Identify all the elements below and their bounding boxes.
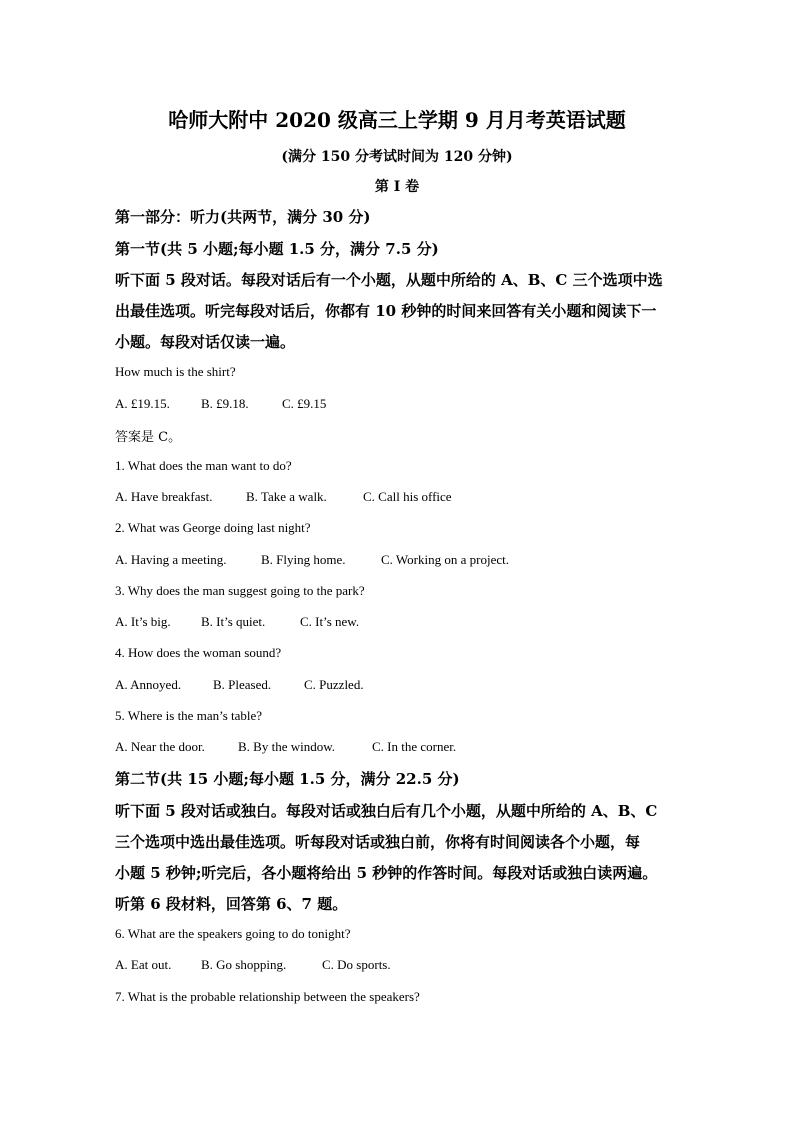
option-b: B. Go shopping. [201,957,287,972]
option-b: B. Flying home. [261,552,346,567]
question-2: 2. What was George doing last night? [115,520,311,535]
option-a: A. Annoyed. [115,677,182,692]
section2-heading: 第二节(共 15 小题;每小题 1.5 分，满分 22.5 分) [115,770,460,788]
question-1: 1. What does the man want to do? [115,458,292,473]
volume-label: 第 I 卷 [374,179,420,195]
example-answer: 答案是 C。 [115,430,182,445]
section2-instruction-line: 小题 5 秒钟;听完后，各小题将给出 5 秒钟的作答时间。每段对话或独白读两遍。 [115,864,658,882]
option-b: B. It’s quiet. [201,614,266,629]
section1-instruction-line: 小题。每段对话仅读一遍。 [115,333,296,351]
option-a: A. £19.15. [115,396,170,411]
option-a: A. It’s big. [115,614,171,629]
option-a: A. Have breakfast. [115,489,213,504]
option-c: C. In the corner. [372,739,457,754]
question-1-options [115,489,452,505]
question-4-options [115,677,364,693]
exam-title: 哈师大附中 2020 级高三上学期 9 月月考英语试题 [168,108,626,132]
question-5-options [115,739,456,755]
section1-instruction-line: 听下面 5 段对话。每段对话后有一个小题，从题中所给的 A、B、C 三个选项中选 [115,271,663,289]
option-b: B. Pleased. [213,677,272,692]
section2-instruction-line: 听下面 5 段对话或独白。每段对话或独白后有几个小题，从题中所给的 A、B、C [115,802,658,820]
example-options [115,396,326,412]
question-4: 4. How does the woman sound? [115,645,282,660]
question-6: 6. What are the speakers going to do tonight? [115,926,351,941]
option-c: C. It’s new. [300,614,360,629]
question-5: 5. Where is the man’s table? [115,708,263,723]
option-b: B. £9.18. [201,396,249,411]
material-label: 听第 6 段材料，回答第 6、7 题。 [115,895,348,913]
part1-heading: 第一部分：听力(共两节，满分 30 分) [115,208,371,226]
option-a: A. Having a meeting. [115,552,227,567]
section2-instruction-line: 三个选项中选出最佳选项。听每段对话或独白前，你将有时间阅读各个小题，每 [115,833,641,851]
section1-instruction-line: 出最佳选项。听完每段对话后，你都有 10 秒钟的时间来回答有关小题和阅读下一 [115,302,657,320]
question-3: 3. Why does the man suggest going to the park? [115,583,365,598]
option-c: C. Puzzled. [304,677,364,692]
option-c: C. Do sports. [322,957,391,972]
section1-heading: 第一节(共 5 小题;每小题 1.5 分，满分 7.5 分) [115,240,439,258]
option-b: B. By the window. [238,739,336,754]
option-b: B. Take a walk. [246,489,327,504]
option-c: C. £9.15 [282,396,327,411]
question-6-options [115,957,391,973]
option-c: C. Working on a project. [381,552,509,567]
question-2-options [115,552,509,568]
example-question: How much is the shirt? [115,364,236,379]
option-a: A. Near the door. [115,739,205,754]
question-3-options [115,614,359,630]
option-a: A. Eat out. [115,957,172,972]
exam-subtitle: (满分 150 分考试时间为 120 分钟) [281,149,513,165]
question-7: 7. What is the probable relationship between the speakers? [115,989,420,1004]
option-c: C. Call his office [363,489,452,504]
